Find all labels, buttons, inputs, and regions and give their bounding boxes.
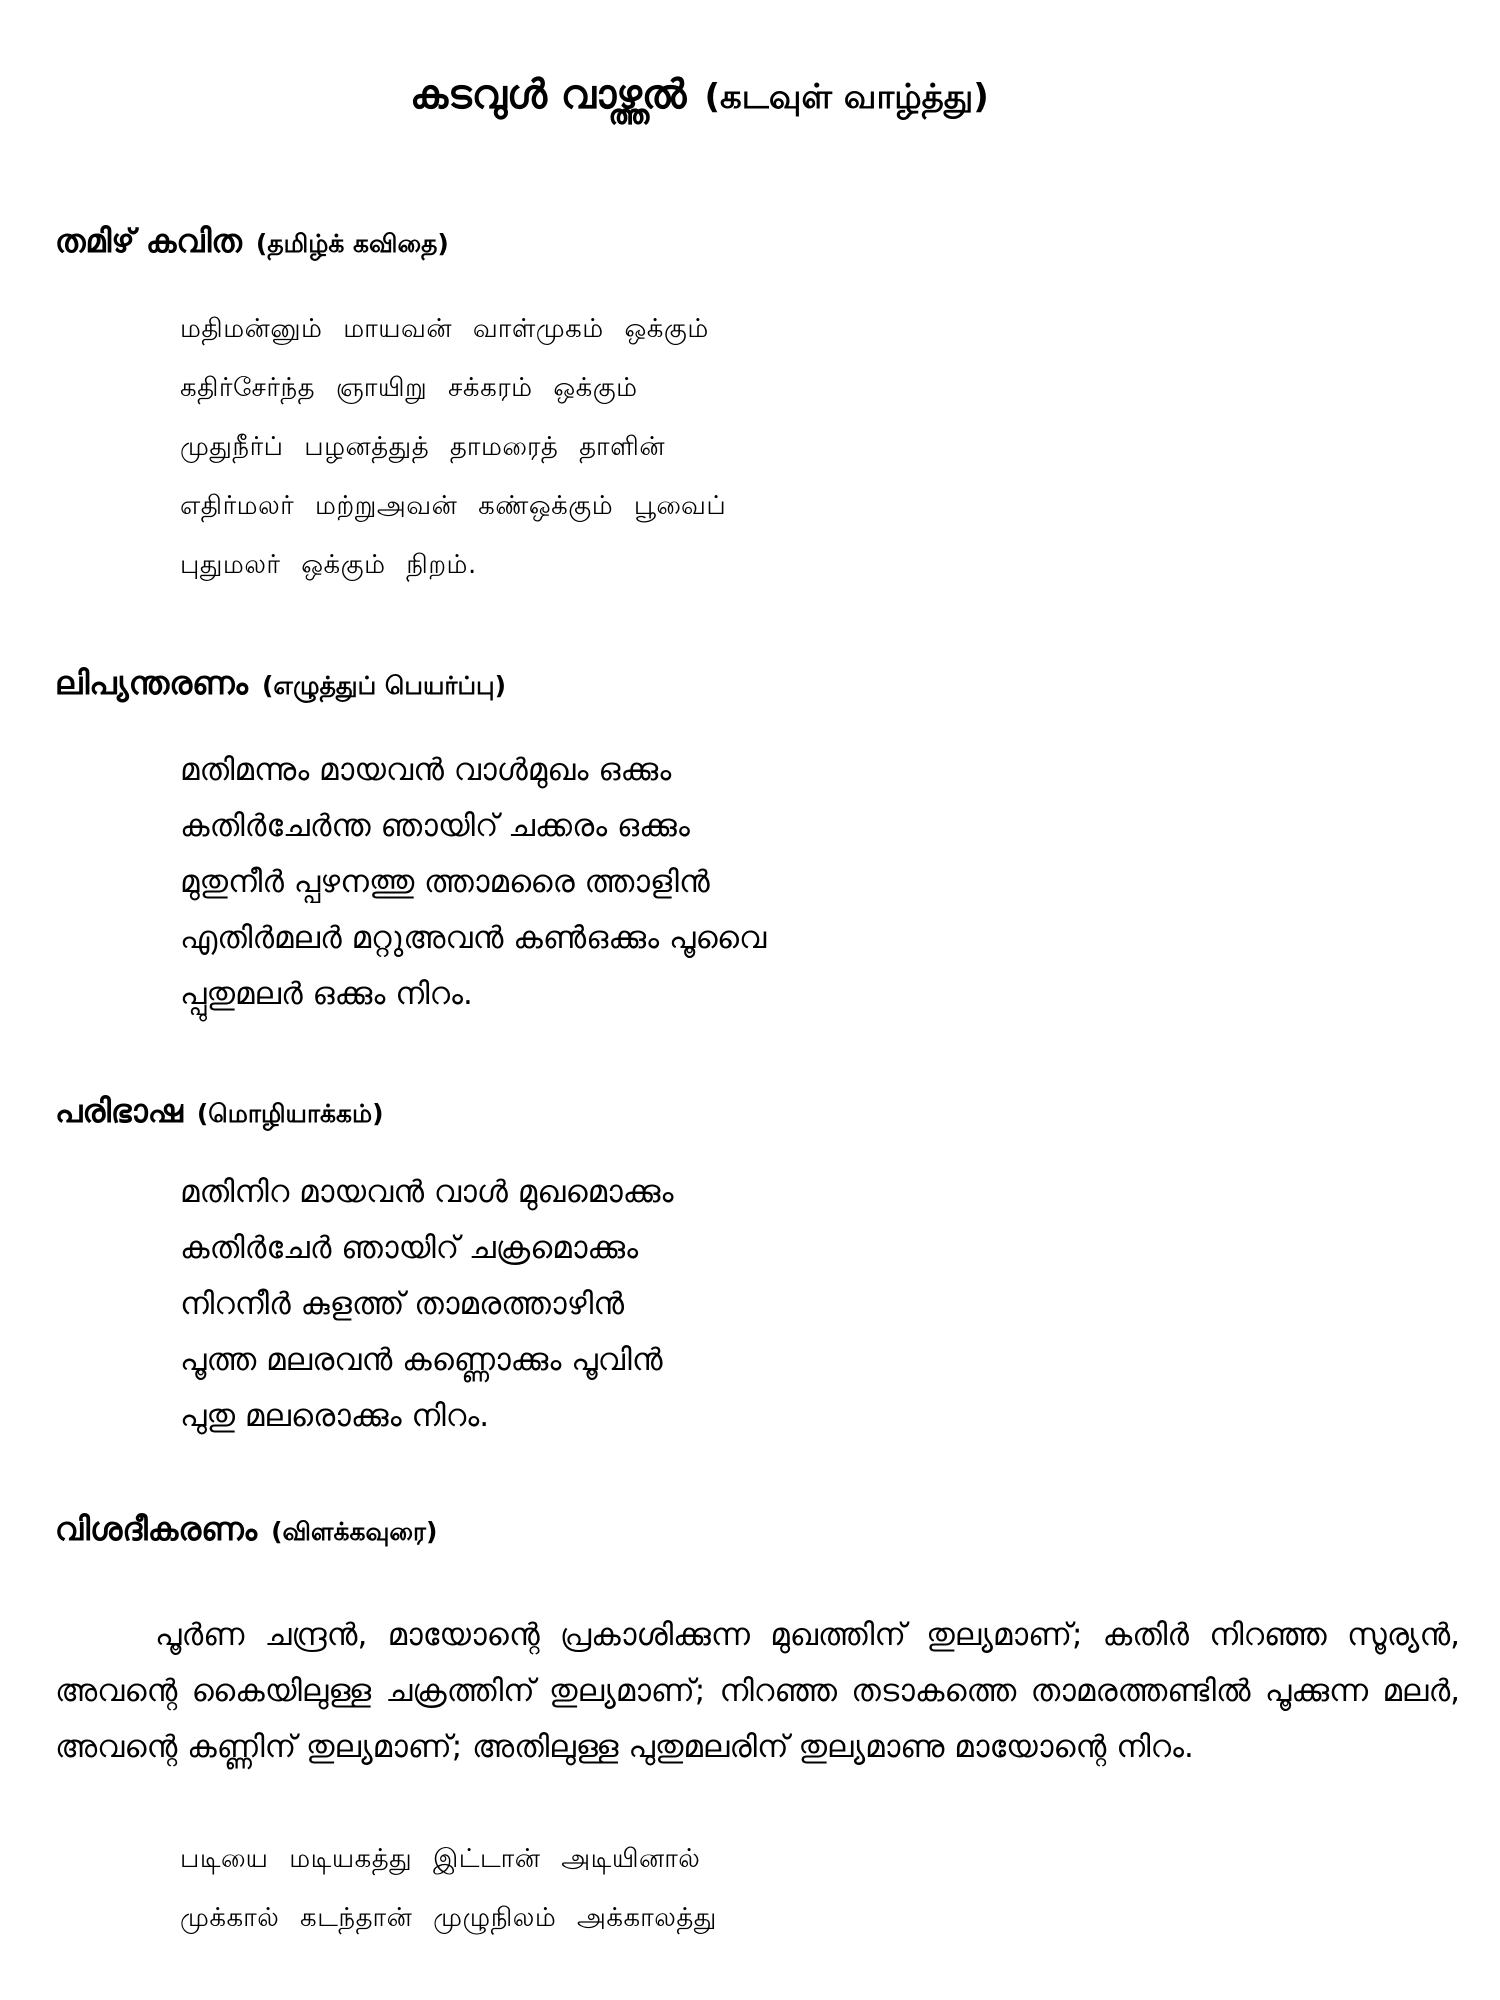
- verse-line: மதிமன்னும் மாயவன் வாள்முகம் ஒக்கும்: [180, 314, 709, 344]
- heading-translation: [55, 1092, 384, 1132]
- tamil-poem-verse: [180, 300, 726, 595]
- verse-line: எதிர்மலர் மற்றுஅவன் கண்ஒக்கும் பூவைப்: [180, 491, 727, 521]
- verse-line: படியை மடியகத்து இட்டான் அடியினால்: [180, 1844, 701, 1874]
- heading-transliteration: [55, 664, 506, 704]
- verse-line: എതിർമലർ മറ്റുഅവൻ കൺഒക്കും പൂവൈ: [180, 920, 767, 956]
- verse-line: മുതുനീർ പ്പഴനത്തു ത്താമരൈ ത്താളിൻ: [180, 864, 710, 900]
- title-tamil: (கடவுள் வாழ்த்து): [704, 77, 989, 117]
- heading-explanation-label: വിശദീകരണം: [55, 1510, 258, 1548]
- verse-line: മതിനിറ മായവൻ വാൾ മുഖമൊക്കും: [180, 1174, 674, 1210]
- verse-line: പ്പുതുമലർ ഒക്കും നിറം.: [180, 976, 473, 1012]
- verse-line: നിറനീർ കുളത്ത് താമരത്താഴിൻ: [180, 1286, 625, 1322]
- verse-line: കതിർചേർന്ത ഞായിറ് ചക്കരം ഒക്കും: [180, 808, 690, 844]
- heading-explanation-sub: (விளக்கவுரை): [271, 1517, 438, 1546]
- heading-tamil-poem-sub: (தமிழ்க் கவிதை): [255, 229, 449, 258]
- heading-translation-label: പരിഭാഷ: [55, 1092, 183, 1130]
- heading-tamil-poem: [55, 222, 449, 262]
- explanation-paragraph: പൂർണ ചന്ദ്രൻ, മായോന്റെ പ്രകാശിക്കുന്ന മുഖത്തിന് തുല്യമാണ്; കതിർ നിറഞ്ഞ സൂര്യൻ, അവന്റെ കൈയിലുള്ള ചക്രത്തിന് തുല്യമാണ്; നിറഞ്ഞ തടാകത്തെ താമരത്തണ്ടിൽ പൂക്കുന്ന മലർ, അവന്റെ കണ്ണിന് തുല്യമാണ്; അതിലുള്ള പുതുമലരിന് തുല്യമാണു മായോന്റെ നിറം.: [55, 1617, 1460, 1765]
- translation-verse: [180, 1164, 673, 1444]
- heading-translation-sub: (மொழியாக்கம்): [196, 1099, 384, 1128]
- verse-line: കതിർചേർ ഞായിറ് ചക്രമൊക്കും: [180, 1230, 639, 1266]
- verse-line: മതിമന്നും മായവൻ വാൾമുഖം ഒക്കും: [180, 752, 672, 788]
- verse-line: புதுமலர் ஒக்கும் நிறம்.: [180, 550, 477, 580]
- verse-line: പൂത്ത മലരവൻ കണ്ണൊക്കും പൂവിൻ: [180, 1342, 663, 1378]
- next-poem-verse: [180, 1830, 717, 1948]
- heading-explanation: [55, 1510, 437, 1550]
- transliteration-verse: [180, 742, 766, 1022]
- verse-line: கதிர்சேர்ந்த ஞாயிறு சக்கரம் ஒக்கும்: [180, 373, 638, 403]
- page-title: [410, 72, 989, 121]
- heading-transliteration-label: ലിപ്യന്തരണം: [55, 664, 248, 702]
- heading-transliteration-sub: (எழுத்துப் பெயர்ப்பு): [261, 671, 507, 700]
- verse-line: முதுநீர்ப் பழனத்துத் தாமரைத் தாளின்: [180, 432, 666, 462]
- verse-line: പുതു മലരൊക്കും നിറം.: [180, 1398, 490, 1434]
- verse-line: முக்கால் கடந்தான் முழுநிலம் அக்காலத்து: [180, 1903, 717, 1933]
- heading-tamil-poem-label: തമിഴ് കവിത: [55, 222, 242, 260]
- title-malayalam: കടവുൾ വാഴ്ത്തൽ: [410, 72, 687, 118]
